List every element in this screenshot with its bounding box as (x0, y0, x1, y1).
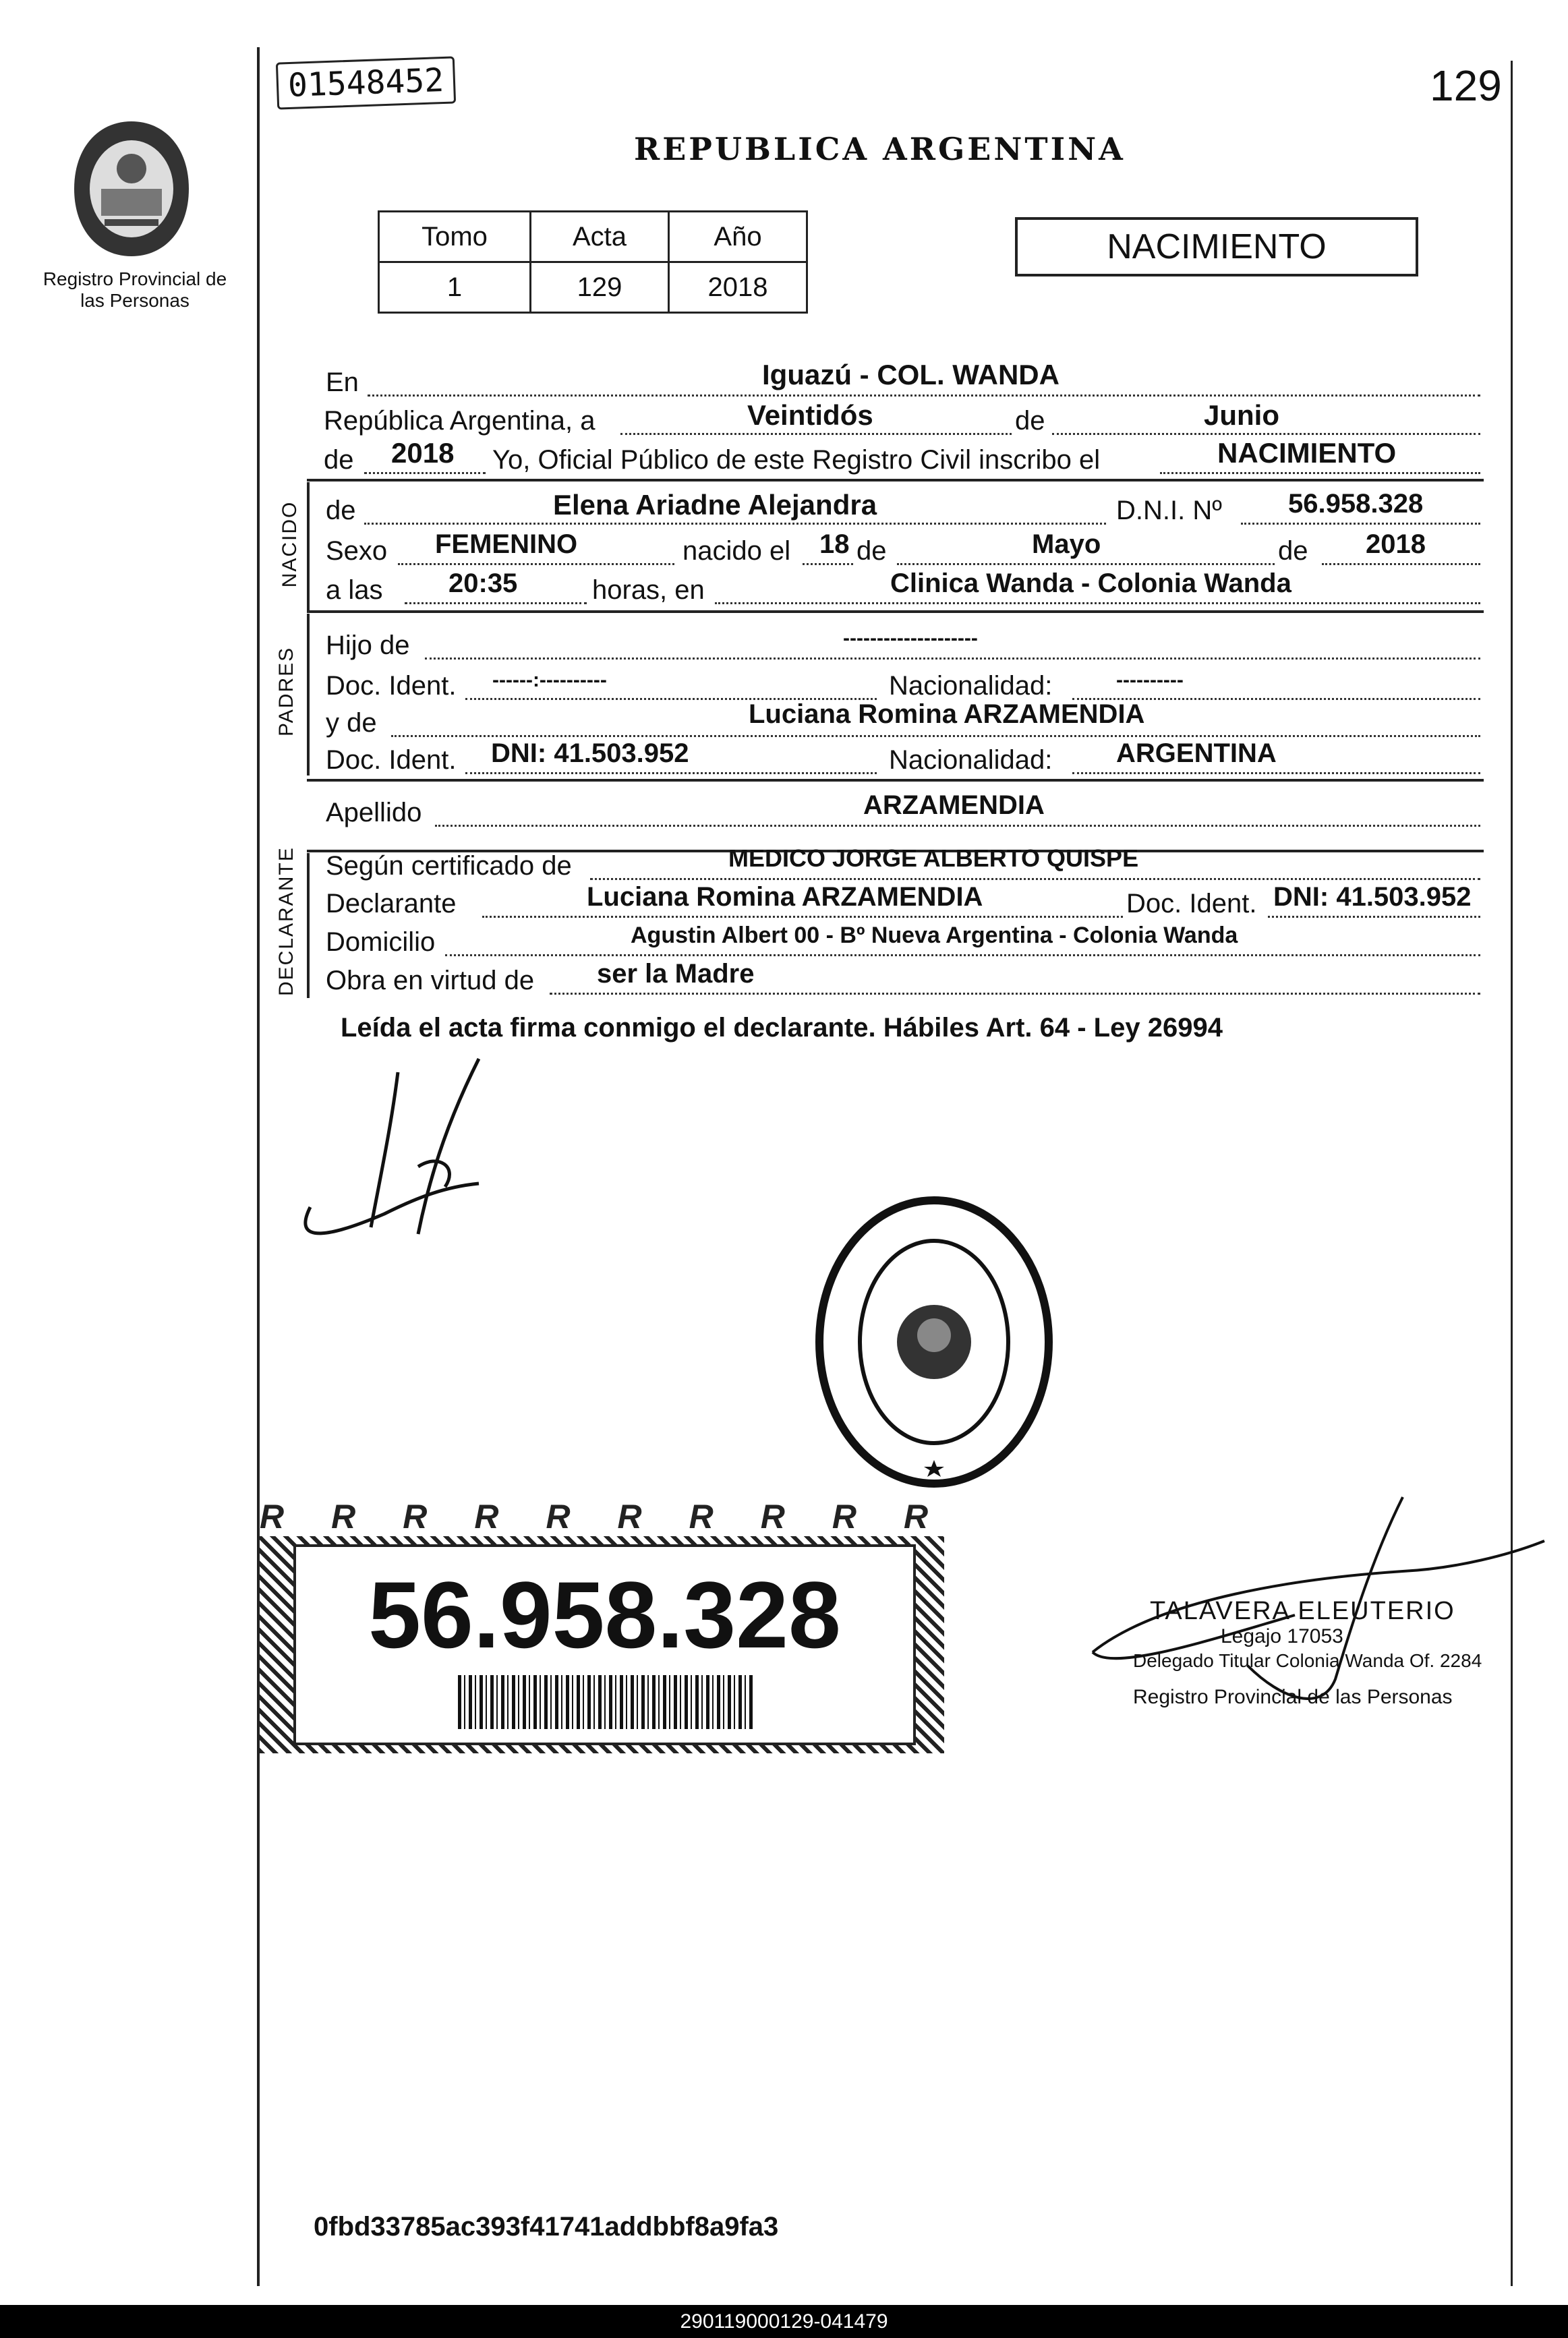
act-value: NACIMIENTO (1217, 437, 1397, 469)
month-value: Junio (1204, 399, 1279, 431)
footer-code: 290119000129-041479 (680, 2310, 888, 2333)
alas-label: a las (326, 575, 383, 605)
leader (715, 602, 1480, 604)
official-name: TALAVERA ELEUTERIO (1150, 1597, 1455, 1625)
decl-doc-value: DNI: 41.503.952 (1273, 882, 1472, 912)
day-value: Veintidós (747, 399, 873, 431)
security-label (260, 1497, 976, 1753)
leader (435, 825, 1480, 827)
leader (1160, 472, 1480, 474)
official-registry: Registro Provincial de las Personas (1133, 1686, 1453, 1708)
mother-dni: DNI: 41.503.952 (491, 738, 689, 768)
leader (803, 563, 853, 565)
serial-number: 01548452 (276, 56, 456, 109)
closing-text: Leída el acta firma conmigo el declarante. Hábiles Art. 64 - Ley 26994 (341, 1013, 1223, 1043)
official-role: Delegado Titular Colonia Wanda Of. 2284 (1133, 1650, 1482, 1671)
sexo-label: Sexo (326, 536, 388, 566)
section-rule (307, 610, 1484, 613)
leader (1322, 563, 1480, 565)
table-value-tomo: 1 (379, 262, 531, 313)
section-rule (307, 779, 1484, 782)
act-type-box: NACIMIENTO (1015, 217, 1418, 276)
decl-label: Declarante (326, 889, 457, 918)
doc1-label: Doc. Ident. (326, 671, 457, 701)
nac1-value: ---------- (1116, 669, 1184, 691)
leader (590, 878, 1480, 880)
dni-label: D.N.I. Nº (1116, 496, 1222, 525)
official-legajo: Legajo 17053 (1221, 1625, 1343, 1647)
nac2-label: Nacionalidad: (889, 745, 1053, 775)
table-value-acta: 129 (531, 262, 669, 313)
padres-bracket (307, 614, 310, 776)
leader (550, 993, 1480, 995)
table-header-acta: Acta (531, 212, 669, 262)
decl-value: Luciana Romina ARZAMENDIA (587, 882, 983, 912)
leader (1052, 433, 1480, 435)
footer-bar (0, 2305, 1568, 2338)
birth-month: Mayo (1032, 529, 1101, 559)
right-margin-rule (1511, 61, 1513, 2286)
child-name: Elena Ariadne Alejandra (553, 489, 877, 521)
declarant-signature (283, 1052, 499, 1254)
birth-day: 18 (819, 529, 850, 559)
cert-label: Según certificado de (326, 851, 572, 881)
leader (364, 472, 486, 474)
padres-label: PADRES (275, 646, 297, 736)
table-value-ano: 2018 (669, 262, 807, 313)
leader (1241, 523, 1480, 525)
leader (1268, 916, 1480, 918)
nac-de-label: de (326, 496, 356, 525)
nac-de-label3: de (1278, 536, 1308, 566)
page-number: 129 (1430, 61, 1502, 110)
leader (465, 772, 877, 774)
leader (391, 735, 1480, 737)
yde-label: y de (326, 708, 377, 738)
obra-value: ser la Madre (597, 959, 755, 989)
leader (1072, 772, 1480, 774)
registry-table (378, 210, 808, 314)
nacido-bracket (307, 482, 310, 610)
left-margin-rule (257, 47, 260, 2286)
dom-label: Domicilio (326, 927, 436, 957)
section-rule (307, 479, 1484, 481)
registry-name: Registro Provincial de las Personas (42, 268, 227, 311)
de-label: de (1015, 406, 1045, 436)
place-value: Iguazú - COL. WANDA (762, 359, 1059, 390)
leader (398, 563, 674, 565)
hijo-label: Hijo de (326, 631, 410, 660)
apellido-value: ARZAMENDIA (863, 790, 1045, 820)
table-header-ano: Año (669, 212, 807, 262)
leader (425, 657, 1480, 660)
leader (368, 394, 1480, 397)
leader (405, 602, 587, 604)
leader (482, 916, 1123, 918)
document-title: REPUBLICA ARGENTINA (634, 131, 1126, 167)
nacido-el-label: nacido el (683, 536, 791, 566)
leader (364, 523, 1106, 525)
leader (897, 563, 1275, 565)
inscribe-text: Yo, Oficial Público de este Registro Civil inscribo el (492, 445, 1101, 475)
obra-label: Obra en virtud de (326, 966, 535, 995)
horas-label: horas, en (592, 575, 705, 605)
barcode (458, 1675, 755, 1729)
sexo-value: FEMENINO (435, 529, 578, 559)
apellido-label: Apellido (326, 798, 422, 827)
document-hash: 0fbd33785ac393f41741addbbf8a9fa3 (314, 2212, 779, 2242)
delegation-stamp (809, 1190, 1059, 1494)
leader (445, 954, 1480, 956)
de2-label: de (324, 445, 354, 475)
birth-time: 20:35 (448, 568, 518, 598)
year-value: 2018 (391, 437, 455, 469)
birth-year: 2018 (1366, 529, 1426, 559)
cert-value: MEDICO JORGE ALBERTO QUISPE (728, 844, 1139, 872)
en-label: En (326, 368, 359, 397)
declarante-label: DECLARANTE (275, 846, 297, 996)
mother-nationality: ARGENTINA (1116, 738, 1277, 768)
republica-label: República Argentina, a (324, 406, 596, 436)
security-number: 56.958.328 (368, 1562, 841, 1668)
nacido-label: NACIDO (279, 500, 301, 588)
mother-name: Luciana Romina ARZAMENDIA (749, 699, 1145, 729)
decl-doc-label: Doc. Ident. (1126, 889, 1257, 918)
security-pattern-row: RRRRRRRRRR (260, 1498, 976, 1536)
hijo-value: -------------------- (843, 627, 978, 649)
table-header-tomo: Tomo (379, 212, 531, 262)
child-dni: 56.958.328 (1288, 489, 1424, 519)
province-seal (64, 115, 199, 263)
nac-de-label2: de (856, 536, 887, 566)
doc1-value: ------:---------- (492, 669, 607, 691)
nac1-label: Nacionalidad: (889, 671, 1053, 701)
birth-place: Clinica Wanda - Colonia Wanda (890, 568, 1291, 598)
declarante-bracket (307, 853, 310, 998)
doc2-label: Doc. Ident. (326, 745, 457, 775)
dom-value: Agustin Albert 00 - Bº Nueva Argentina - Colonia Wanda (631, 923, 1238, 948)
leader (620, 433, 1012, 435)
